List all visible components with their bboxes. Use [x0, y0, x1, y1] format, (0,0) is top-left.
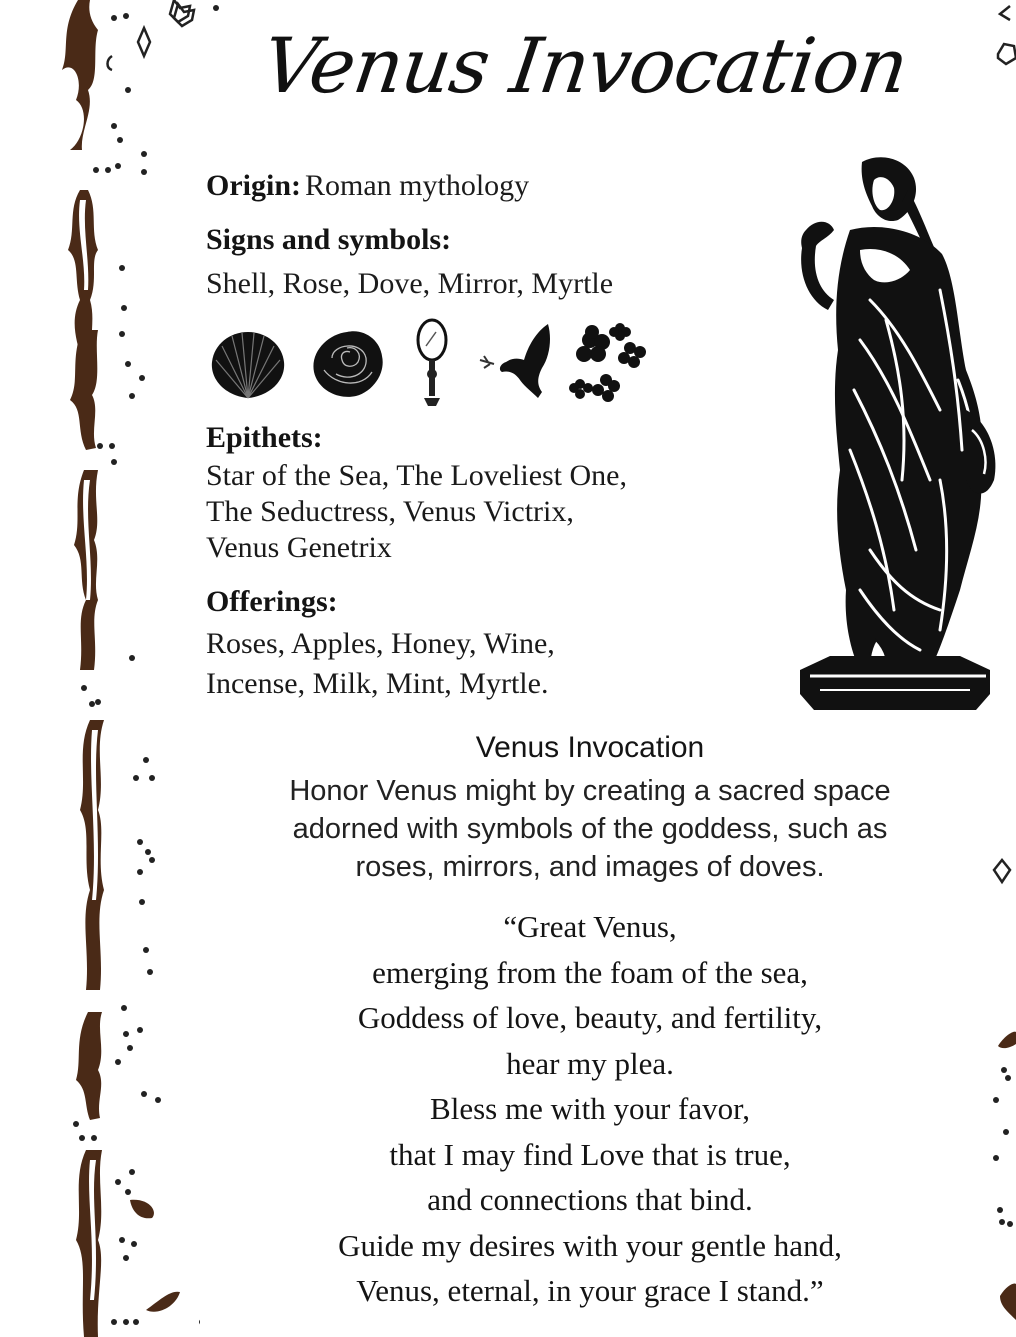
offerings-label: Offerings: — [206, 585, 338, 618]
epithets-label: Epithets: — [206, 421, 323, 454]
invocation-poem — [220, 904, 960, 1314]
offerings-line: Roses, Apples, Honey, Wine, — [206, 627, 555, 660]
description-line: adorned with symbols of the goddess, such as — [292, 813, 888, 845]
origin-label: Origin: — [206, 169, 301, 202]
description-line: roses, mirrors, and images of doves. — [355, 851, 825, 883]
offerings-section — [206, 580, 766, 704]
poem-line: Bless me with your favor, — [430, 1091, 750, 1126]
origin-row — [206, 166, 529, 211]
poem-line: Guide my desires with your gentle hand, — [338, 1227, 842, 1263]
poem-line: that I may find Love that is true, — [389, 1136, 791, 1172]
signs-symbols-value: Shell, Rose, Dove, Mirror, Myrtle — [206, 267, 614, 300]
poem-line: “Great Venus, — [503, 909, 677, 944]
dove-icon — [476, 318, 556, 410]
description-line: Honor Venus might by creating a sacred space — [289, 775, 891, 807]
myrtle-flowers-icon — [568, 318, 656, 410]
shell-icon — [206, 318, 290, 410]
invocation-description — [220, 772, 960, 886]
epithets-line: Venus Genetrix — [206, 531, 392, 564]
origin-value: Roman mythology — [305, 169, 530, 202]
mirror-icon — [412, 318, 452, 410]
poem-line: and connections that bind. — [427, 1182, 753, 1217]
vine-border-left-icon — [40, 0, 200, 1337]
signs-symbols-label: Signs and symbols: — [206, 223, 452, 256]
poem-line: Venus, eternal, in your grace I stand.” — [356, 1273, 824, 1308]
symbols-row — [206, 318, 656, 410]
page-title: Venus Invocation — [257, 21, 913, 110]
invocation-heading: Venus Invocation — [475, 731, 705, 764]
venus-statue-icon — [790, 150, 1010, 730]
offerings-line: Incense, Milk, Mint, Myrtle. — [206, 667, 549, 700]
epithets-line: The Seductress, Venus Victrix, — [206, 495, 574, 528]
poem-line: emerging from the foam of the sea, — [372, 954, 808, 990]
poem-line: hear my plea. — [506, 1045, 674, 1081]
rose-icon — [306, 318, 388, 410]
stars-decoration-icon — [150, 0, 230, 60]
epithets-line: Star of the Sea, The Loveliest One, — [206, 459, 627, 492]
poem-line: Goddess of love, beauty, and fertility, — [357, 1000, 823, 1035]
epithets-section — [206, 418, 766, 566]
